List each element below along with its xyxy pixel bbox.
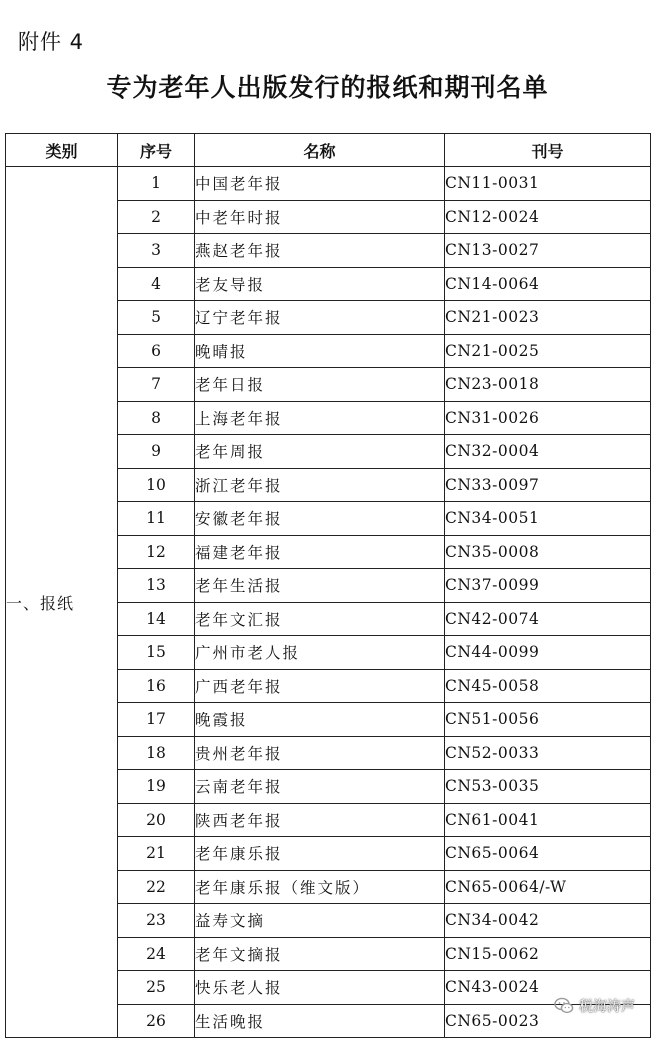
publication-name: 福建老年报 [195,535,445,569]
publication-name: 广西老年报 [195,669,445,703]
publication-name: 老年日报 [195,368,445,402]
publication-name: 老年文汇报 [195,602,445,636]
header-name: 名称 [195,134,445,167]
publication-code: CN52-0033 [445,736,651,770]
publication-code: CN34-0042 [445,904,651,938]
row-number: 10 [118,468,195,502]
publication-name: 晚霞报 [195,703,445,737]
header-category: 类别 [6,134,118,167]
row-number: 15 [118,636,195,670]
row-number: 16 [118,669,195,703]
publication-code: CN12-0024 [445,200,651,234]
publication-name: 老年康乐报 [195,837,445,871]
row-number: 2 [118,200,195,234]
row-number: 4 [118,267,195,301]
row-number: 14 [118,602,195,636]
publication-name: 陕西老年报 [195,803,445,837]
publication-code: CN65-0023 [445,1004,651,1038]
row-number: 18 [118,736,195,770]
publication-name: 辽宁老年报 [195,301,445,335]
row-number: 7 [118,368,195,402]
header-number: 序号 [118,134,195,167]
publication-name: 安徽老年报 [195,502,445,536]
publication-code: CN53-0035 [445,770,651,804]
publication-code: CN34-0051 [445,502,651,536]
publication-name: 燕赵老年报 [195,234,445,268]
publication-code: CN45-0058 [445,669,651,703]
publication-code: CN61-0041 [445,803,651,837]
row-number: 24 [118,937,195,971]
publication-code: CN43-0024 [445,971,651,1005]
category-cell: 一、报纸 [6,167,118,1038]
watermark-text: 税海涛声 [579,999,635,1015]
publication-name: 老年生活报 [195,569,445,603]
publication-code: CN65-0064/-W [445,870,651,904]
publication-code: CN13-0027 [445,234,651,268]
row-number: 1 [118,167,195,201]
publication-code: CN42-0074 [445,602,651,636]
publication-name: 生活晚报 [195,1004,445,1038]
row-number: 21 [118,837,195,871]
publication-name: 浙江老年报 [195,468,445,502]
row-number: 8 [118,401,195,435]
publication-name: 老友导报 [195,267,445,301]
publication-name: 中国老年报 [195,167,445,201]
row-number: 25 [118,971,195,1005]
publication-code: CN37-0099 [445,569,651,603]
publication-code: CN32-0004 [445,435,651,469]
publication-code: CN15-0062 [445,937,651,971]
wechat-icon [554,997,574,1015]
row-number: 3 [118,234,195,268]
row-number: 9 [118,435,195,469]
row-number: 6 [118,334,195,368]
document-title: 专为老年人出版发行的报纸和期刊名单 [106,73,549,102]
publication-name: 贵州老年报 [195,736,445,770]
table-body [6,167,651,1038]
publication-name: 快乐老人报 [195,971,445,1005]
attachment-label: 附件 4 [18,30,85,54]
publication-name: 老年周报 [195,435,445,469]
row-number: 17 [118,703,195,737]
publication-code: CN21-0025 [445,334,651,368]
publication-code: CN31-0026 [445,401,651,435]
publication-code: CN35-0008 [445,535,651,569]
publication-code: CN23-0018 [445,368,651,402]
publication-code: CN51-0056 [445,703,651,737]
row-number: 19 [118,770,195,804]
row-number: 11 [118,502,195,536]
publication-name: 益寿文摘 [195,904,445,938]
publication-name: 中老年时报 [195,200,445,234]
row-number: 22 [118,870,195,904]
publication-code: CN14-0064 [445,267,651,301]
publication-name: 老年康乐报（维文版） [195,870,445,904]
table-header-row [6,134,651,167]
publication-table [5,133,651,1038]
watermark [554,996,635,1016]
row-number: 12 [118,535,195,569]
publication-code: CN44-0099 [445,636,651,670]
table-row [6,167,651,201]
publication-name: 晚晴报 [195,334,445,368]
row-number: 23 [118,904,195,938]
publication-code: CN65-0064 [445,837,651,871]
publication-code: CN11-0031 [445,167,651,201]
publication-name: 广州市老人报 [195,636,445,670]
row-number: 20 [118,803,195,837]
publication-code: CN33-0097 [445,468,651,502]
publication-name: 上海老年报 [195,401,445,435]
publication-code: CN21-0023 [445,301,651,335]
row-number: 5 [118,301,195,335]
row-number: 13 [118,569,195,603]
publication-name: 老年文摘报 [195,937,445,971]
publication-name: 云南老年报 [195,770,445,804]
header-code: 刊号 [445,134,651,167]
row-number: 26 [118,1004,195,1038]
